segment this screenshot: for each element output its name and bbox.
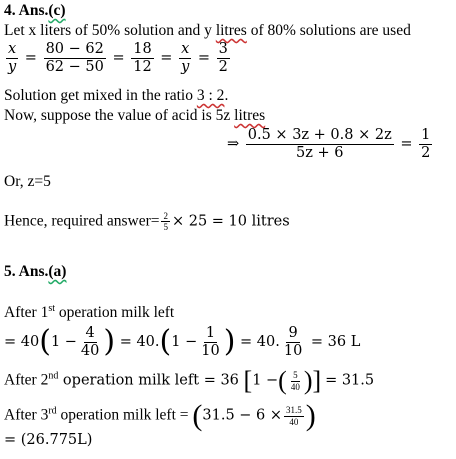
denominator: y — [8, 58, 17, 75]
implies-icon: ⇒ — [227, 136, 240, 153]
ratio-value: 3 : 2 — [196, 87, 225, 104]
fraction — [179, 41, 191, 75]
q4-ratio-equation: $\frac{x}{y}$ = $\frac{80 - 62}{62 - 50}$ = $\frac{18}{12}$ = $\frac{x}{y}$ = $\frac{3}{2}$ — [8, 41, 228, 75]
numerator: x — [181, 41, 190, 57]
fraction — [161, 211, 170, 233]
denominator: 5z + 6 — [296, 144, 344, 161]
op1-text: After 1 — [4, 304, 49, 322]
op1-text-end: operation milk left — [55, 304, 175, 322]
answer-result: × 25 = 10 litres — [171, 213, 290, 230]
q5-op2-line: After 2nd operation milk left = 36 [1 −( $\frac{5}{40}$ )] = 31.5 — [4, 366, 375, 395]
op2-text-end: operation milk left = 36 — [58, 372, 244, 389]
q4-option: (c) — [48, 2, 66, 19]
op3-sup: rd — [48, 405, 57, 417]
q4-acid-equation: ⇒ $\frac{0.5 \times 3z + 0.8 \times 2z}{5z + 6}$ = $\frac{1}{2}$ — [227, 127, 431, 161]
numerator: x — [8, 41, 17, 57]
fraction — [282, 325, 304, 359]
paren-open: ( — [278, 366, 287, 395]
paren-close: ) — [305, 399, 316, 432]
numerator: 2 — [163, 211, 168, 221]
denominator: 62 − 50 — [45, 58, 104, 75]
numerator: 80 − 62 — [45, 41, 104, 57]
denominator: 12 — [133, 58, 152, 75]
acid-text: Now, suppose the value of acid is 5z — [4, 107, 235, 124]
q4-ans-label: Ans. — [18, 2, 49, 19]
acid-litres: litres — [234, 107, 266, 124]
denominator: 10 — [201, 342, 220, 359]
fraction — [131, 41, 153, 75]
q4-intro — [4, 22, 411, 40]
q4-z-value: Or, z=5 — [4, 173, 51, 190]
q5-final-answer: = (26.775L) — [4, 432, 93, 448]
numerator: 1 — [205, 325, 216, 341]
q4-intro-text-end: of 80% solutions are used — [246, 22, 411, 39]
q5-heading — [4, 263, 66, 281]
op2-sup: nd — [48, 370, 59, 382]
fraction — [6, 41, 18, 75]
fraction — [217, 41, 230, 75]
denominator: 5 — [163, 222, 168, 233]
paren-open: ( — [39, 324, 51, 360]
q5-op3-line — [4, 401, 316, 431]
eq-part: = 36 L — [310, 334, 361, 351]
q4-heading — [4, 2, 66, 20]
q5-ans-label: Ans. — [18, 263, 49, 280]
fraction — [289, 370, 302, 392]
numerator: 3 — [218, 41, 228, 57]
op3-text: After 3 — [4, 406, 49, 424]
bracket-open: [ — [243, 366, 253, 395]
q5-op1-line — [4, 303, 174, 322]
op3-expression: 31.5 − 6 × — [202, 407, 283, 424]
numerator: 5 — [293, 370, 298, 381]
denominator: 40 — [290, 381, 300, 392]
numerator: 31.5 — [286, 405, 302, 416]
ratio-text: Solution get mixed in the ratio — [4, 87, 197, 104]
fraction — [44, 41, 106, 75]
q4-number: 4. — [4, 2, 16, 19]
fraction — [246, 127, 394, 161]
numerator: 18 — [133, 41, 152, 57]
op3-text-end: operation milk left = — [56, 406, 193, 424]
fraction — [419, 127, 432, 161]
op2-text: After 2 — [4, 371, 49, 389]
paren-close: ) — [103, 324, 116, 360]
paren-close: ) — [223, 324, 236, 360]
eq-part: = 40. — [240, 334, 280, 351]
q4-intro-litres: litres — [215, 22, 247, 39]
fraction — [284, 405, 304, 427]
denominator: 2 — [218, 58, 228, 75]
q4-acid-line — [4, 107, 265, 125]
paren-close: ) — [303, 366, 313, 395]
eq-part: = 40 — [4, 334, 40, 351]
q4-intro-text: Let x liters of 50% solution and y — [4, 22, 216, 39]
numerator: 1 — [421, 127, 431, 143]
op2-result: = 31.5 — [325, 372, 375, 389]
paren-open: ( — [192, 399, 203, 432]
bracket-close: ] — [312, 366, 322, 395]
numerator: 4 — [85, 325, 95, 341]
denominator: y — [181, 58, 190, 75]
q4-ratio-line — [4, 87, 228, 105]
answer-prefix: Hence, required answer= — [4, 212, 160, 230]
denominator: 40 — [80, 342, 100, 359]
numerator: 9 — [288, 325, 298, 341]
fraction — [79, 325, 101, 359]
q5-option: (a) — [48, 263, 67, 280]
denominator: 10 — [283, 342, 303, 359]
q5-number: 5. — [4, 263, 16, 280]
q5-op1-equation: = 40(1 − $\frac{4}{40}$ ) = 40.(1 − $\frac{1}{10}$ ) = 40. $\frac{9}{10}$ = 36 L — [4, 324, 361, 360]
op1-sup: st — [48, 303, 55, 314]
denominator: 40 — [289, 416, 299, 427]
denominator: 2 — [421, 144, 431, 161]
q4-answer — [4, 211, 290, 233]
numerator: 0.5 × 3z + 0.8 × 2z — [247, 127, 392, 143]
eq-part: = 40. — [119, 334, 160, 351]
ratio-period: . — [224, 87, 229, 104]
paren-open: ( — [159, 324, 172, 360]
fraction — [199, 325, 221, 359]
